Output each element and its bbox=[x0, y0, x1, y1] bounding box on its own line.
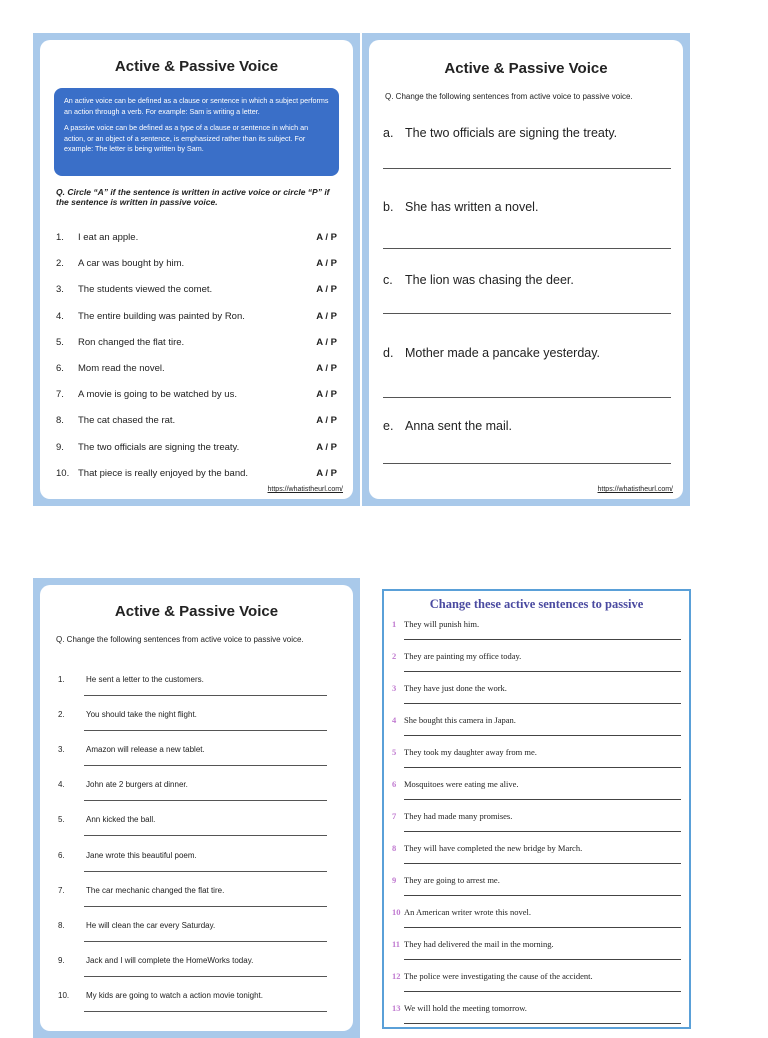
sentence-text: Amazon will release a new tablet. bbox=[86, 745, 205, 755]
sentence-item bbox=[392, 651, 521, 661]
sentence-item bbox=[58, 851, 197, 860]
answer-choice[interactable]: A / P bbox=[316, 310, 337, 322]
sentence-text: He will clean the car every Saturday. bbox=[86, 920, 216, 930]
sentence-item bbox=[392, 971, 593, 981]
question-number: 10. bbox=[56, 467, 70, 479]
sentence-number: 9. bbox=[58, 955, 65, 965]
sentence-text: The car mechanic changed the flat tire. bbox=[86, 885, 225, 895]
sentence-text: Jack and I will complete the HomeWorks today. bbox=[86, 955, 254, 965]
sentence-text: The lion was chasing the deer. bbox=[405, 273, 574, 287]
answer-line[interactable] bbox=[404, 927, 681, 928]
definition-box bbox=[54, 88, 339, 176]
question-number: 5. bbox=[56, 336, 64, 348]
answer-line[interactable] bbox=[84, 730, 327, 731]
question-number: 8. bbox=[56, 415, 64, 427]
question-text: Q. Change the following sentences from active voice to passive voice. bbox=[56, 635, 304, 644]
sentence-number: 2. bbox=[58, 710, 65, 720]
answer-choice[interactable]: A / P bbox=[316, 363, 337, 374]
sentence-text: Ann kicked the ball. bbox=[86, 815, 156, 825]
question-sentence: The entire building was painted by Ron. bbox=[78, 310, 245, 322]
source-url[interactable]: https://whatistheurl.com/ bbox=[597, 486, 673, 493]
worksheet-card-body bbox=[40, 585, 353, 1031]
sentence-text: They will have completed the new bridge by March. bbox=[404, 843, 583, 853]
question-sentence: The cat chased the rat. bbox=[78, 415, 176, 427]
sentence-item bbox=[392, 1003, 527, 1013]
answer-line[interactable] bbox=[84, 941, 327, 942]
sentence-text: Mother made a pancake yesterday. bbox=[405, 346, 601, 360]
question-number: 2. bbox=[56, 258, 64, 270]
answer-choice[interactable]: A / P bbox=[316, 415, 337, 427]
sentence-text: She bought this camera in Japan. bbox=[404, 715, 516, 725]
passive-definition: A passive voice can be defined as a type of a clause or sentence in which an action, or an object of a sentence, is emphasized rather than its subject. For example: The letter is being written by Sam. bbox=[64, 123, 309, 153]
answer-choice[interactable]: A / P bbox=[316, 336, 337, 348]
sentence-item bbox=[392, 683, 507, 693]
sentence-letter: c. bbox=[383, 273, 393, 287]
answer-line[interactable] bbox=[84, 800, 327, 801]
answer-line[interactable] bbox=[404, 735, 681, 736]
answer-line[interactable] bbox=[404, 895, 681, 896]
sentence-text: They are going to arrest me. bbox=[404, 875, 500, 885]
sentence-letter: b. bbox=[383, 200, 394, 214]
question-sentence: Mom read the novel. bbox=[78, 363, 165, 374]
sentence-item bbox=[58, 675, 204, 684]
sentence-number: 6 bbox=[392, 779, 397, 789]
sentence-item bbox=[392, 619, 479, 629]
sentence-item bbox=[58, 815, 155, 824]
sentence-text: He sent a letter to the customers. bbox=[86, 675, 204, 684]
sentence-text: An American writer wrote this novel. bbox=[404, 907, 531, 917]
sentence-item bbox=[383, 126, 617, 140]
sentence-item bbox=[392, 747, 537, 757]
worksheet-card-rewrite-letters bbox=[362, 33, 690, 506]
sentence-number: 7 bbox=[392, 811, 397, 821]
sentence-text: John ate 2 burgers at dinner. bbox=[86, 780, 188, 790]
sentence-number: 2 bbox=[392, 651, 397, 661]
answer-line[interactable] bbox=[84, 1011, 327, 1012]
answer-line[interactable] bbox=[383, 313, 671, 314]
worksheet-card-circle-ap bbox=[33, 33, 360, 506]
sentence-number: 9 bbox=[392, 875, 397, 885]
answer-line[interactable] bbox=[383, 168, 671, 169]
answer-line[interactable] bbox=[404, 767, 681, 768]
sentence-number: 5. bbox=[58, 815, 65, 825]
answer-choice[interactable]: A / P bbox=[316, 232, 337, 243]
sentence-text: They are painting my office today. bbox=[404, 651, 522, 661]
sentence-letter: a. bbox=[383, 126, 394, 140]
sentence-item bbox=[58, 956, 253, 965]
answer-line[interactable] bbox=[84, 765, 327, 766]
answer-line[interactable] bbox=[84, 835, 327, 836]
answer-line[interactable] bbox=[404, 863, 681, 864]
worksheet-title: Active & Passive Voice bbox=[114, 603, 279, 620]
sentence-text: They have just done the work. bbox=[404, 683, 507, 693]
sentence-item bbox=[383, 200, 538, 214]
sentence-letter: e. bbox=[383, 419, 394, 433]
question-sentence: A movie is going to be watched by us. bbox=[78, 389, 237, 401]
sentence-number: 8 bbox=[392, 843, 397, 853]
sentence-text: The police were investigating the cause of the accident. bbox=[404, 971, 593, 981]
sentence-text: You should take the night flight. bbox=[86, 710, 197, 720]
sentence-number: 10 bbox=[392, 907, 401, 917]
sentence-text: Anna sent the mail. bbox=[405, 419, 513, 433]
worksheet-title: Change these active sentences to passive bbox=[429, 597, 644, 611]
worksheet-title: Active & Passive Voice bbox=[444, 60, 608, 77]
question-text: Q. Change the following sentences from active voice to passive voice. bbox=[385, 92, 633, 101]
sentence-text: They had delivered the mail in the morning. bbox=[404, 939, 554, 949]
answer-line[interactable] bbox=[383, 463, 671, 464]
question-number: 9. bbox=[56, 441, 64, 453]
sentence-text: They took my daughter away from me. bbox=[404, 747, 537, 757]
answer-line[interactable] bbox=[404, 991, 681, 992]
sentence-text: The two officials are signing the treaty. bbox=[405, 126, 618, 140]
sentence-number: 1 bbox=[392, 619, 397, 629]
question-sentence: The two officials are signing the treaty. bbox=[78, 441, 240, 453]
answer-line[interactable] bbox=[404, 671, 681, 672]
answer-line[interactable] bbox=[404, 799, 681, 800]
sentence-text: Jane wrote this beautiful poem. bbox=[86, 850, 197, 860]
source-url[interactable]: https://whatistheurl.com/ bbox=[267, 486, 343, 493]
sentence-item bbox=[58, 710, 197, 719]
sentence-number: 12 bbox=[392, 971, 401, 981]
question-number: 7. bbox=[56, 389, 64, 401]
sentence-number: 1. bbox=[58, 675, 65, 684]
sentence-number: 8. bbox=[58, 920, 65, 930]
question-sentence: Ron changed the flat tire. bbox=[78, 336, 185, 348]
sentence-item bbox=[392, 779, 518, 789]
answer-line[interactable] bbox=[404, 831, 681, 832]
answer-choice[interactable]: A / P bbox=[316, 258, 337, 270]
question-number: 6. bbox=[56, 363, 64, 374]
question-sentence: A car was bought by him. bbox=[78, 258, 185, 270]
sentence-item bbox=[392, 875, 500, 885]
active-definition: An active voice can be defined as a clause or sentence in which a subject performs an action through a verb. For example: Sam is writing a letter. bbox=[64, 96, 329, 116]
answer-line[interactable] bbox=[404, 703, 681, 704]
question-number: 3. bbox=[56, 284, 64, 296]
answer-choice[interactable]: A / P bbox=[316, 467, 337, 479]
sentence-item bbox=[58, 921, 215, 930]
answer-line[interactable] bbox=[383, 397, 671, 398]
sentence-item bbox=[392, 939, 554, 949]
answer-line[interactable] bbox=[84, 871, 327, 872]
sentence-item bbox=[383, 419, 512, 433]
answer-line[interactable] bbox=[404, 639, 681, 640]
sentence-item bbox=[58, 991, 263, 1000]
sentence-text: They will punish him. bbox=[404, 619, 480, 629]
sentence-item bbox=[383, 346, 600, 360]
answer-line[interactable] bbox=[84, 695, 327, 696]
worksheet-card-rewrite-numbers bbox=[33, 578, 360, 1038]
sentence-item bbox=[58, 780, 188, 789]
worksheet-card-body bbox=[40, 40, 353, 499]
question-sentence: I eat an apple. bbox=[78, 232, 139, 243]
sentence-text: She has written a novel. bbox=[405, 200, 539, 214]
worksheet-title: Active & Passive Voice bbox=[114, 58, 279, 75]
worksheet-card-passive-practice bbox=[382, 589, 691, 1029]
sentence-item bbox=[392, 715, 516, 725]
sentence-number: 4 bbox=[392, 715, 397, 725]
sentence-number: 4. bbox=[58, 780, 65, 790]
question-number: 1. bbox=[56, 232, 64, 243]
question-number: 4. bbox=[56, 310, 64, 322]
sentence-item bbox=[392, 907, 531, 917]
worksheet-card-body bbox=[369, 40, 683, 499]
sentence-number: 10. bbox=[58, 990, 70, 1000]
sentence-text: They had made many promises. bbox=[404, 811, 513, 821]
sentence-item bbox=[392, 811, 512, 821]
question-text: Q. Circle “A” if the sentence is written in active voice or circle “P” if the sentence is written in passive voice. bbox=[56, 187, 330, 207]
sentence-number: 5 bbox=[392, 747, 397, 757]
sentence-letter: d. bbox=[383, 346, 394, 360]
answer-line[interactable] bbox=[84, 906, 327, 907]
sentence-text: My kids are going to watch a action movie tonight. bbox=[86, 990, 263, 1000]
sentence-text: We will hold the meeting tomorrow. bbox=[404, 1003, 527, 1013]
sentence-number: 7. bbox=[58, 885, 65, 895]
question-sentence: That piece is really enjoyed by the band. bbox=[78, 467, 249, 479]
sentence-number: 13 bbox=[392, 1003, 401, 1013]
question-sentence: The students viewed the comet. bbox=[78, 284, 213, 296]
sentence-item bbox=[392, 843, 582, 853]
sentence-number: 3. bbox=[58, 745, 65, 755]
sentence-number: 11 bbox=[392, 939, 401, 949]
sentence-item bbox=[383, 273, 574, 287]
answer-choice[interactable]: A / P bbox=[316, 389, 337, 401]
answer-line[interactable] bbox=[404, 959, 681, 960]
sentence-item bbox=[58, 886, 224, 895]
answer-line[interactable] bbox=[383, 248, 671, 249]
sentence-number: 3 bbox=[392, 683, 397, 693]
answer-choice[interactable]: A / P bbox=[316, 284, 337, 296]
sentence-item bbox=[58, 745, 205, 754]
sentence-text: Mosquitoes were eating me alive. bbox=[404, 779, 519, 789]
answer-choice[interactable]: A / P bbox=[316, 441, 337, 453]
answer-line[interactable] bbox=[84, 976, 327, 977]
sentence-number: 6. bbox=[58, 850, 65, 860]
